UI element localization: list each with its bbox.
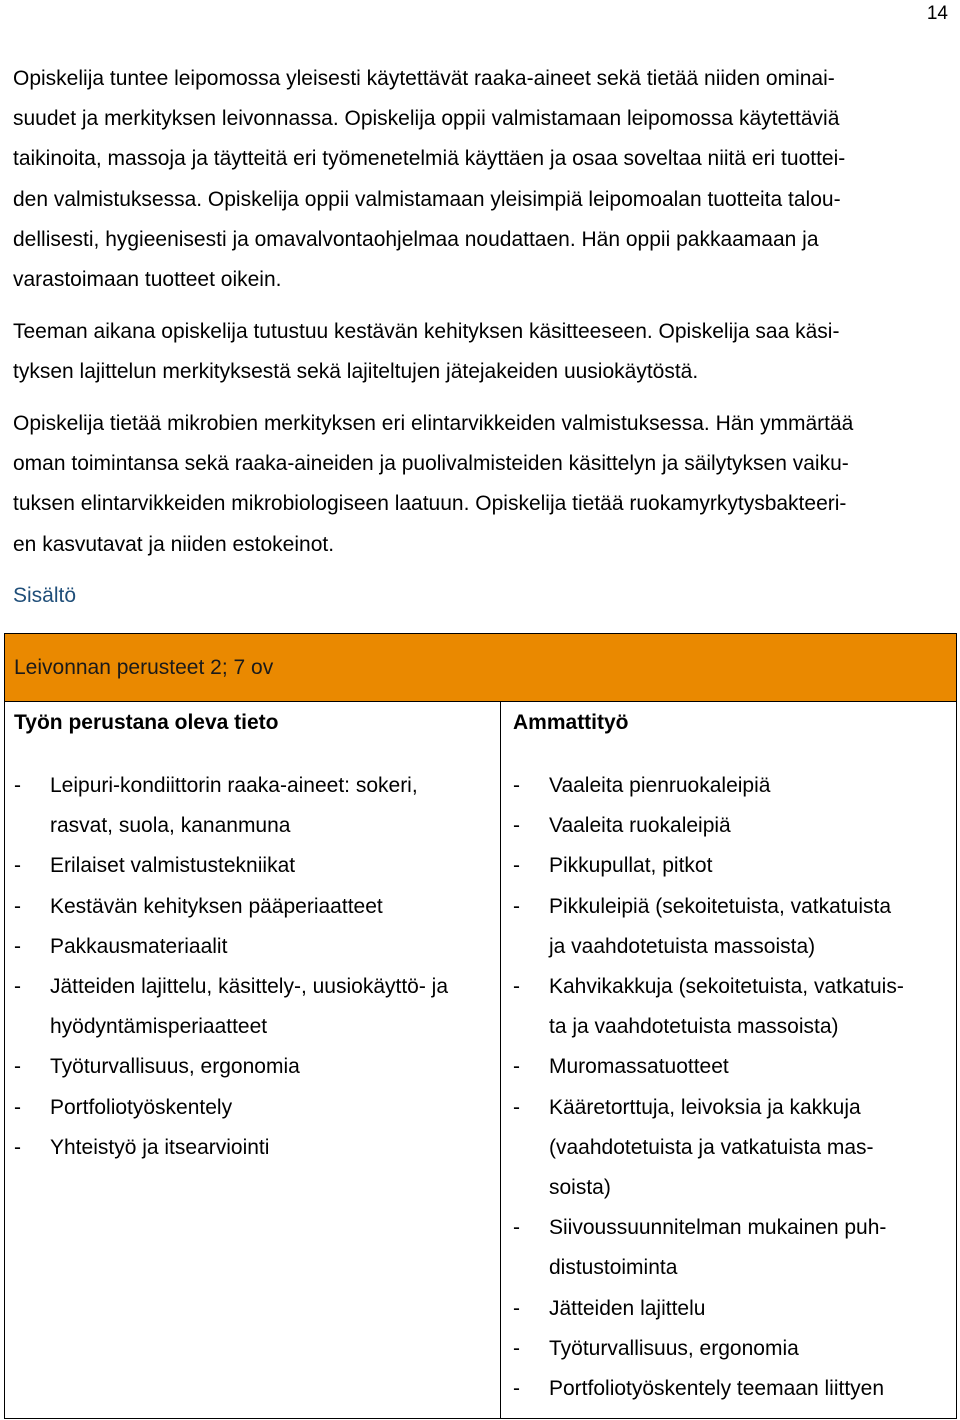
list-item <box>14 1128 494 1168</box>
dash-bullet-icon: - <box>513 1216 520 1240</box>
section-heading-sisalto: Sisältö <box>13 584 77 607</box>
list-item <box>513 967 943 1047</box>
right-column-header: Ammattityö <box>513 711 629 734</box>
list-item-text: Pikkuleipiä (sekoitetuista, vatkatuista <box>549 894 891 918</box>
dash-bullet-icon: - <box>14 854 21 878</box>
dash-bullet-icon: - <box>513 1377 520 1401</box>
list-item <box>14 766 494 846</box>
list-item-text: Kahvikakkuja (sekoitetuista, vatkatuis- <box>549 975 904 999</box>
text-line: oman toimintansa sekä raaka-aineiden ja puolivalmisteiden käsittelyn ja säilytyksen vaiku- <box>13 452 849 476</box>
list-item <box>513 1208 943 1288</box>
list-item <box>513 766 943 806</box>
list-item-text: Yhteistyö ja itsearviointi <box>50 1135 270 1159</box>
list-item <box>513 846 943 886</box>
dash-bullet-icon: - <box>513 894 520 918</box>
dash-bullet-icon: - <box>513 1095 520 1119</box>
text-line: taikinoita, massoja ja täytteitä eri työmenetelmiä käyttäen ja osaa soveltaa niitä eri tuottei- <box>13 147 846 171</box>
list-item <box>14 846 494 886</box>
left-column-header: Työn perustana oleva tieto <box>14 711 279 734</box>
table-title-row <box>5 634 956 702</box>
list-item-text: Siivoussuunnitelman mukainen puh- <box>549 1216 887 1240</box>
table-title: Leivonnan perusteet 2; 7 ov <box>14 656 274 679</box>
list-item-text: Portfoliotyöskentely teemaan liittyen <box>549 1377 885 1401</box>
list-item-text: hyödyntämisperiaatteet <box>50 1015 268 1039</box>
text-line: Opiskelija tietää mikrobien merkityksen eri elintarvikkeiden valmistuksessa. Hän ymmärtää <box>13 412 854 435</box>
dash-bullet-icon: - <box>513 1055 520 1079</box>
list-item-text: ta ja vaahdotetuista massoista) <box>549 1015 839 1039</box>
dash-bullet-icon: - <box>14 894 21 918</box>
column-divider <box>500 702 501 1418</box>
list-item-text: (vaahdotetuista ja vatkatuista mas- <box>549 1135 874 1159</box>
dash-bullet-icon: - <box>14 774 21 797</box>
text-line: suudet ja merkityksen leivonnassa. Opiskelija oppii valmistamaan leipomossa käytettäviä <box>13 107 840 131</box>
text-line: en kasvutavat ja niiden estokeinot. <box>13 532 335 556</box>
list-item-text: Leipuri-kondiittorin raaka-aineet: sokeri, <box>50 774 418 797</box>
list-item-text: Vaaleita pienruokaleipiä <box>549 774 771 797</box>
list-item-text: Jätteiden lajittelu <box>549 1296 706 1320</box>
text-line: Opiskelija tuntee leipomossa yleisesti käytettävät raaka-aineet sekä tietää niiden ominai- <box>13 67 835 90</box>
dash-bullet-icon: - <box>14 934 21 958</box>
dash-bullet-icon: - <box>513 774 520 797</box>
dash-bullet-icon: - <box>513 975 520 999</box>
list-item-text: Pikkupullat, pitkot <box>549 854 713 878</box>
list-item <box>513 1369 943 1409</box>
list-item-text: Portfoliotyöskentely <box>50 1095 233 1119</box>
text-line: tuksen elintarvikkeiden mikrobiologiseen laatuun. Opiskelija tietää ruokamyrkytysbakteeri- <box>13 492 847 516</box>
list-item <box>14 1047 494 1087</box>
text-line: dellisesti, hygieenisesti ja omavalvontaohjelmaa noudattaen. Hän oppii pakkaamaan ja <box>13 227 819 251</box>
list-item-text: Kääretorttuja, leivoksia ja kakkuja <box>549 1095 861 1119</box>
text-line: tyksen lajittelun merkityksestä sekä lajiteltujen jätejakeiden uusiokäytöstä. <box>13 360 699 384</box>
dash-bullet-icon: - <box>14 1055 21 1079</box>
list-item-text: Työturvallisuus, ergonomia <box>50 1055 300 1079</box>
intro-paragraph <box>13 59 947 300</box>
list-item-text: Pakkausmateriaalit <box>50 934 228 958</box>
microbe-paragraph <box>13 404 947 565</box>
practical-work-list <box>513 766 943 1409</box>
list-item-text: rasvat, suola, kananmuna <box>50 814 291 838</box>
dash-bullet-icon: - <box>14 1135 21 1159</box>
list-item-text: soista) <box>549 1176 611 1200</box>
list-item <box>513 1289 943 1329</box>
dash-bullet-icon: - <box>513 854 520 878</box>
list-item <box>513 1329 943 1369</box>
list-item <box>14 927 494 967</box>
list-item <box>14 967 494 1047</box>
sustainability-paragraph <box>13 312 947 392</box>
dash-bullet-icon: - <box>513 1336 520 1360</box>
text-line: Teeman aikana opiskelija tutustuu kestävän kehityksen käsitteeseen. Opiskelija saa käsi- <box>13 320 840 343</box>
list-item-text: Työturvallisuus, ergonomia <box>549 1336 799 1360</box>
list-item-text: ja vaahdotetuista massoista) <box>549 934 816 958</box>
dash-bullet-icon: - <box>14 975 21 999</box>
list-item <box>513 887 943 967</box>
text-line: varastoimaan tuotteet oikein. <box>13 268 282 292</box>
dash-bullet-icon: - <box>14 1095 21 1119</box>
list-item-text: distustoiminta <box>549 1256 678 1280</box>
list-item-text: Erilaiset valmistustekniikat <box>50 854 296 878</box>
list-item-text: Muromassatuotteet <box>549 1055 729 1079</box>
content-table <box>4 633 957 1419</box>
list-item <box>513 1088 943 1209</box>
list-item <box>513 806 943 846</box>
dash-bullet-icon: - <box>513 814 520 838</box>
knowledge-list <box>14 766 494 1168</box>
list-item-text: Vaaleita ruokaleipiä <box>549 814 731 838</box>
list-item <box>14 1088 494 1128</box>
dash-bullet-icon: - <box>513 1296 520 1320</box>
list-item <box>14 887 494 927</box>
list-item-text: Kestävän kehityksen pääperiaatteet <box>50 894 383 918</box>
list-item <box>513 1047 943 1087</box>
text-line: den valmistuksessa. Opiskelija oppii valmistamaan yleisimpiä leipomoalan tuotteita talou- <box>13 187 841 211</box>
list-item-text: Jätteiden lajittelu, käsittely-, uusiokäyttö- ja <box>50 975 449 999</box>
page-number: 14 <box>926 3 948 24</box>
